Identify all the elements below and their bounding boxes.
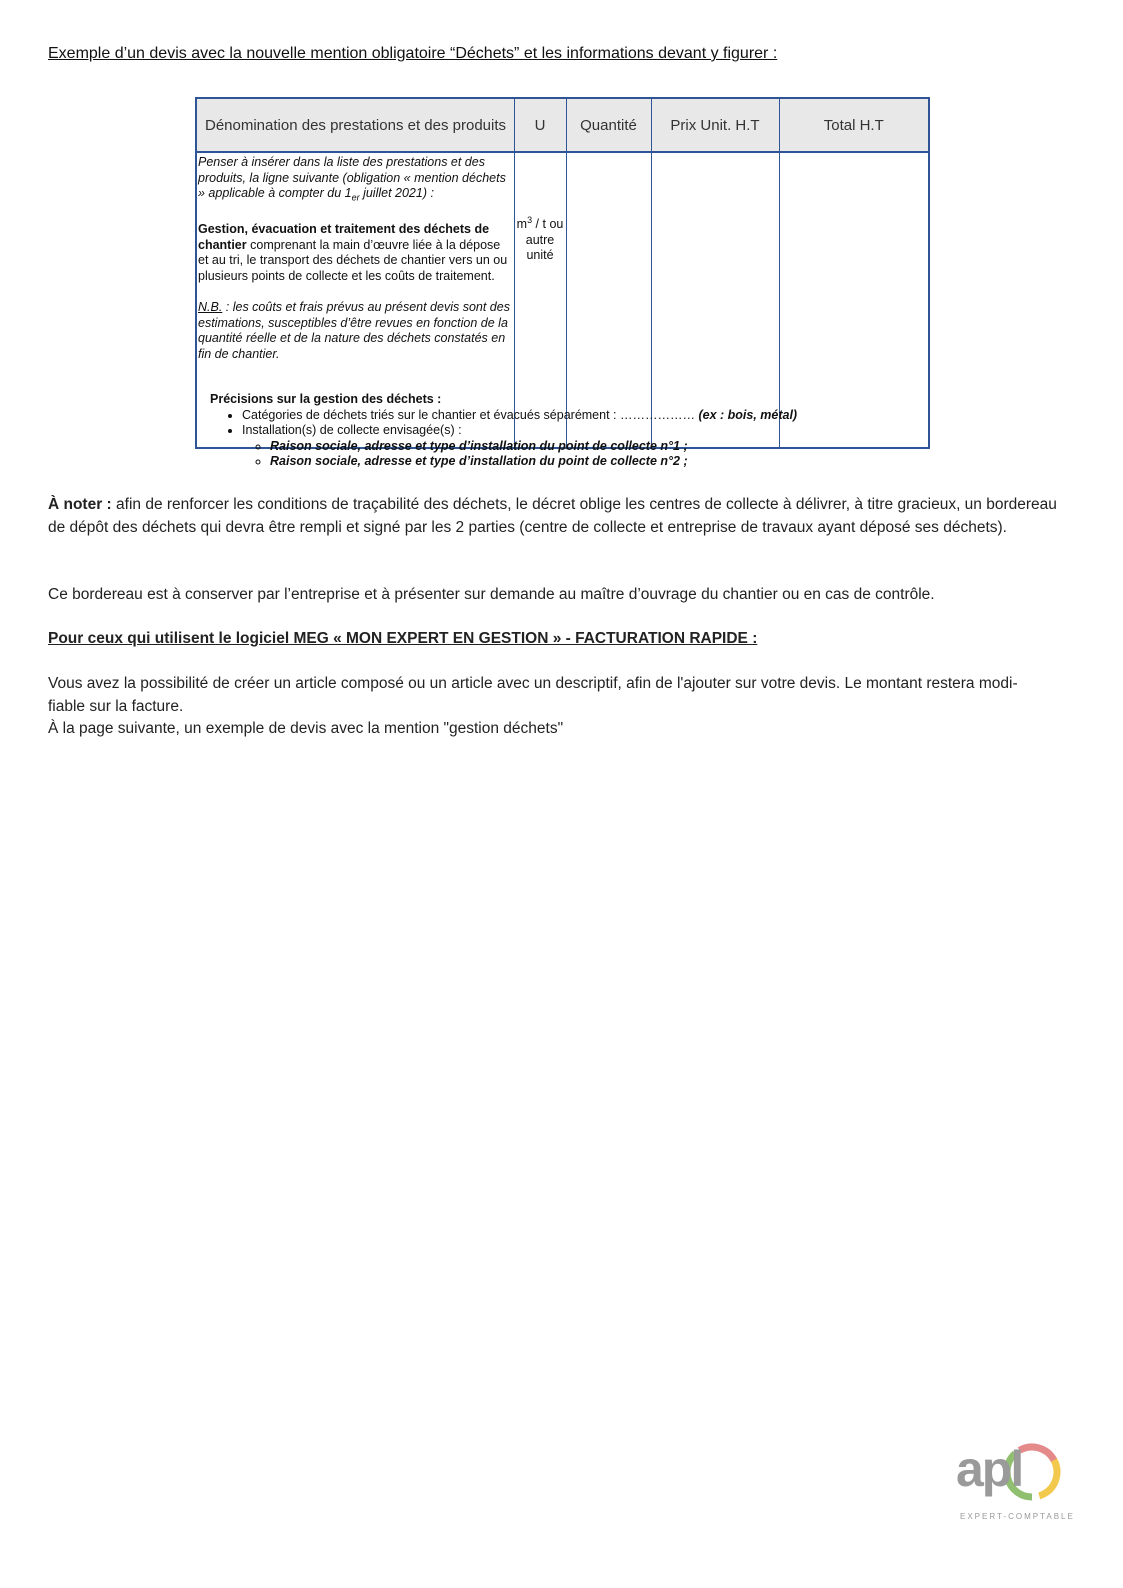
sub-list-item: ◦ Raison sociale, adresse et type d’installation du point de collecte n°1 ;: [270, 439, 910, 455]
apl-logo: [956, 1440, 1075, 1530]
page-heading: Exemple d’un devis avec la nouvelle mention obligatoire “Déchets” et les informations devant y figurer :: [48, 45, 778, 62]
meg-heading: Pour ceux qui utilisent le logiciel MEG « MON EXPERT EN GESTION » - FACTURATION RAPIDE :: [48, 630, 758, 647]
nb-text: N.B. : les coûts et frais prévus au présent devis sont des estimations, susceptibles d’être revues en fonction de la quantité réelle et de la nature des déchets constatés en fin de chantier.: [198, 300, 510, 361]
gestion-text: Gestion, évacuation et traitement des déchets de chantier comprenant la main d’œuvre liée à la dépose et au tri, le transport des déchets de chantier vers un ou plusieurs points de collecte et les coûts de traitement.: [198, 222, 508, 283]
logo-subtitle: EXPERT-COMPTABLE: [960, 1512, 1075, 1521]
note-paragraph: À noter : afin de renforcer les conditions de traçabilité des déchets, le décret oblige les centres de collecte à délivrer, à titre gracieux, un bordereau de dépôt des déchets qui devra être rempli et signé par les 2 parties (centre de collecte et entreprise de travaux ayant déposé ses déchets).: [48, 496, 1057, 536]
precisions-section: [210, 392, 910, 470]
bordereau-paragraph: Ce bordereau est à conserver par l’entreprise et à présenter sur demande au maître d’ouvrage du chantier ou en cas de contrôle.: [48, 586, 935, 603]
logo-text: apl: [956, 1441, 1023, 1497]
table-header-row: [196, 98, 929, 152]
intro-text: Penser à insérer dans la liste des prestations et des produits, la ligne suivante (obligation « mention déchets » applicable à compter du $1_{er}$ juillet 2021) :: [198, 155, 506, 203]
header-unit: U: [514, 98, 566, 152]
header-unit-price: Prix Unit. H.T: [651, 98, 779, 152]
header-denomination: Dénomination des prestations et des produits: [196, 98, 514, 152]
header-total: Total H.T: [779, 98, 929, 152]
sub-list-item: ◦ Raison sociale, adresse et type d’installation du point de collecte n°2 ;: [270, 454, 910, 470]
precisions-title: Précisions sur la gestion des déchets :: [210, 392, 442, 406]
unit-cell: $m^3$ / t ou autre unité: [514, 152, 566, 448]
list-item: • Catégories de déchets triés sur le chantier et évacués séparément : ……………… (ex : bois, métal): [242, 408, 910, 424]
header-quantity: Quantité: [566, 98, 651, 152]
meg-paragraph: Vous avez la possibilité de créer un article composé ou un article avec un descriptif, afin de l'ajouter sur votre devis. Le montant restera modi- fiable sur la facture. À la page suivante, un exemple de devis avec la mention "gestion déchets": [48, 675, 1018, 737]
list-item: • Installation(s) de collecte envisagée(s) : ◦ Raison sociale, adresse et type d’installation du point de collecte n°1 ; ◦ Raison sociale, adresse et type d’installation du point de collecte n°2 ;: [242, 423, 910, 470]
